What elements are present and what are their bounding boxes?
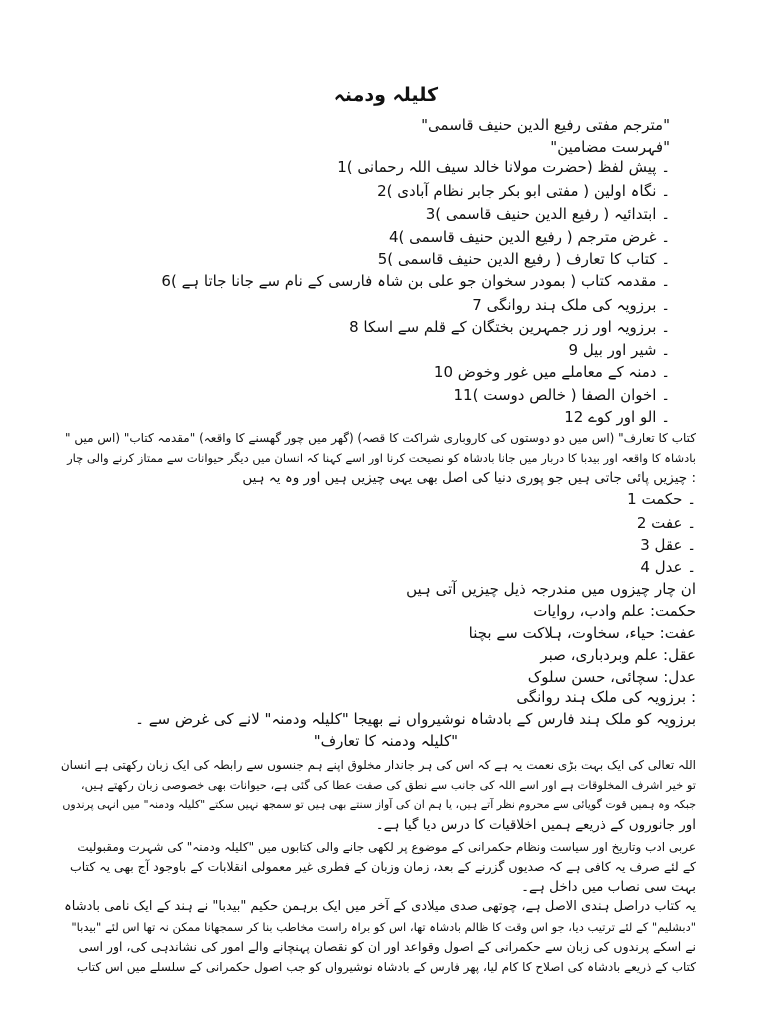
- document-title: کلیلہ ودمنہ: [333, 84, 438, 106]
- translator-line: "مترجم مفتی رفیع الدین حنیف قاسمی": [421, 116, 670, 134]
- toc-item: ۔ برزویہ کی ملک ہند روانگی 7: [472, 296, 670, 314]
- intro-line: بادشاہ کا واقعہ اور بیدبا کا دربار میں جانا بادشاہ کو نصیحت کرنا اور اسے کہنا کہ انسان میں دیگر حیوانات سے ممتاز کرنے والی چار: [67, 451, 696, 465]
- virtue-item: ۔ عفت 2: [636, 514, 696, 532]
- toc-item: ۔ غرض مترجم ( رفیع الدین حنیف قاسمی )4: [389, 228, 670, 246]
- body-line: "دبشلیم" کے لئے ترتیب دیا، جو اس وقت کا ظالم بادشاہ تھا، اس کو براہ راست مخاطب بنا کر سمجھانا ممکن نہ تھا اس لئے "بیدبا": [71, 920, 696, 934]
- body-line: اور جانوروں کے ذریعے ہمیں اخلاقیات کا درس دیا گیا ہے۔: [375, 817, 696, 833]
- virtue-detail: حکمت: علم وادب، روایات: [533, 602, 696, 620]
- toc-item: ۔ نگاہ اولین ( مفتی ابو بکر جابر نظام آبادی )2: [377, 182, 670, 200]
- toc-item: ۔ الو اور کوے 12: [564, 408, 670, 426]
- body-line: کے لئے صرف یہ کافی ہے کہ صدیوں گزرنے کے بعد، زمان وزبان کے فطری غیر معمولی انقلابات کے باوجود آج بھی یہ کتاب: [69, 859, 696, 874]
- body-line: جبکہ وہ ہمیں قوت گویائی سے محروم نظر آتے ہیں، یا ہم ان کی آواز سنتے بھی ہیں تو سمجھ نہیں سکتے "کلیلہ ودمنہ" میں انہی پرندوں: [62, 798, 696, 811]
- toc-heading: "فہرست مضامین": [550, 138, 670, 156]
- toc-item: ۔ پیش لفظ (حضرت مولانا خالد سیف اللہ رحمانی )1: [337, 158, 670, 176]
- virtue-item: ۔ حکمت 1: [627, 490, 696, 508]
- body-line: بہت سی نصاب میں داخل ہے۔: [521, 879, 696, 895]
- section-heading: : برزویہ کی ملک ہند روانگی: [516, 688, 696, 706]
- toc-item: ۔ ابتدائیہ ( رفیع الدین حنیف قاسمی )3: [425, 205, 670, 223]
- virtue-item: ۔ عدل 4: [640, 558, 696, 576]
- body-line: اللہ تعالی کی ایک بہت بڑی نعمت یہ ہے کہ اس کی ہر جاندار مخلوق اپنے ہم جنسوں سے رابطہ کی ایک زبان رکھتی ہے انسان: [60, 758, 696, 772]
- toc-item: ۔ اخوان الصفا ( خالص دوست )11: [453, 386, 670, 404]
- body-line: کتاب کے ذریعے بادشاہ کی اصلاح کا کام لیا، پھر فارس کے بادشاہ نوشیرواں کو جب اصول حکمرانی کے سلسلے میں اس کتاب: [76, 960, 696, 974]
- virtues-intro: ان چار چیزوں میں مندرجہ ذیل چیزیں آتی ہیں: [406, 580, 696, 598]
- virtue-item: ۔ عقل 3: [640, 536, 696, 554]
- virtue-detail: عفت: حیاء، سخاوت، ہلاکت سے بچنا: [468, 624, 696, 642]
- toc-item: ۔ دمنہ کے معاملے میں غور وخوض 10: [433, 363, 670, 381]
- toc-item: ۔ کتاب کا تعارف ( رفیع الدین حنیف قاسمی )5: [377, 250, 670, 268]
- intro-line: : چیزیں پائی جاتی ہیں جو پوری دنیا کی اصل بھی یہی چیزیں ہیں اور وہ یہ ہیں: [242, 470, 696, 486]
- virtue-detail: عقل: علم وبردباری، صبر: [540, 646, 696, 664]
- toc-item: ۔ برزویہ اور زر جمہرین بختگان کے قلم سے اسکا 8: [349, 318, 670, 336]
- virtue-detail: عدل: سچائی، حسن سلوک: [527, 668, 696, 686]
- toc-item: ۔ مقدمہ کتاب ( بمودر سخوان جو علی بن شاہ فارسی کے نام سے جانا جاتا ہے )6: [161, 272, 670, 290]
- body-line: نے اسکے پرندوں کی زبان سے حکمرانی کے اصول وقواعد اور ان کو نقصان پہنچانے والے امور کی نشاندہی کی، اور اسی: [78, 939, 696, 954]
- toc-item: ۔ شیر اور بیل 9: [568, 341, 670, 359]
- body-line: برزویہ کو ملک ہند فارس کے بادشاہ نوشیرواں نے بھیجا "کلیلہ ودمنہ" لانے کی غرض سے ۔: [135, 710, 696, 728]
- body-line: تو خیر اشرف المخلوقات ہے اور اسے اللہ کی جانب سے نطق کی صفت عطا کی گئی ہے، حیوانات بھی خصوصی زبان رکھتے ہیں،: [80, 778, 696, 792]
- body-line: یہ کتاب دراصل ہندی الاصل ہے، چوتھی صدی میلادی کے آخر میں ایک برہمن حکیم "بیدبا" نے ہند کے ایک نامی بادشاہ: [64, 899, 696, 914]
- intro-line: کتاب کا تعارف" (اس میں دو دوستوں کی کاروباری شراکت کا قصہ) (گھر میں چور گھسنے کا واقعہ) "مقدمہ کتاب" (اس میں ": [65, 431, 696, 445]
- section-heading: "کلیلہ ودمنہ کا تعارف": [313, 732, 458, 750]
- body-line: عربی ادب وتاریخ اور سیاست ونظام حکمرانی کے موضوع پر لکھی جانے والی کتابوں میں "کلیلہ ودمنہ" کی شہرت ومقبولیت: [77, 840, 696, 854]
